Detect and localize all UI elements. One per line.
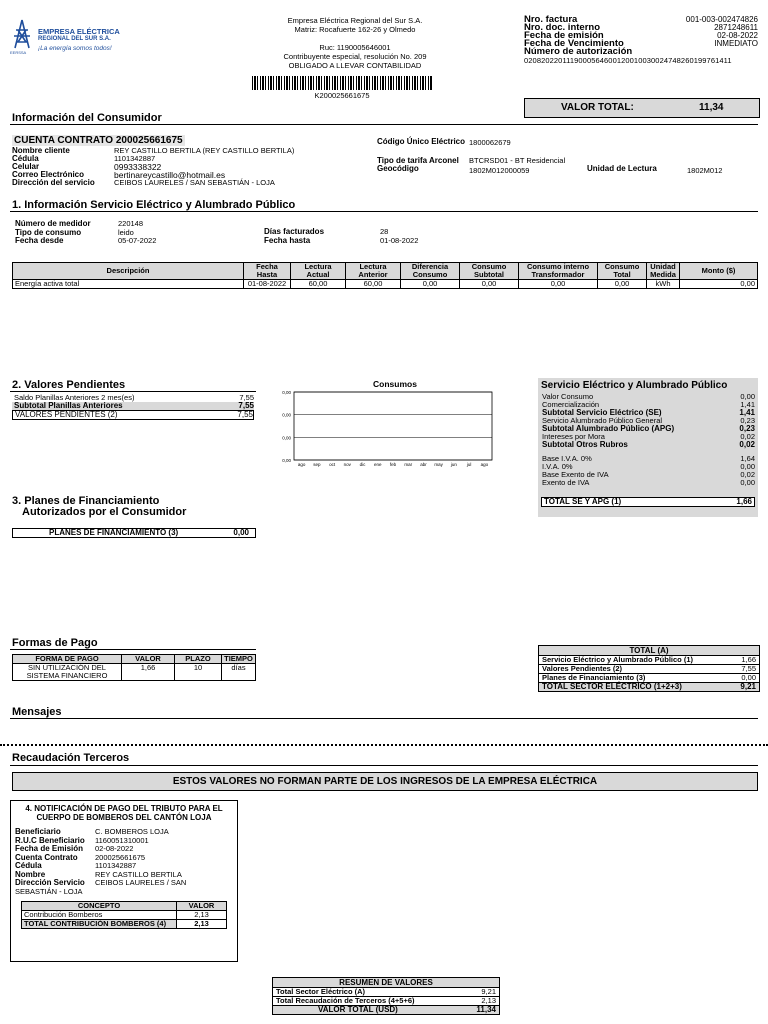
consumer-divider [10, 124, 758, 125]
ff-concept-value: 2,13 [177, 911, 227, 920]
phone-label: Celular [12, 162, 40, 171]
client-name: REY CASTILLO BERTILA (REY CASTILLO BERTILA) [114, 146, 295, 155]
service-panel-rows [538, 393, 758, 487]
summary-label: Total Sector Eléctrico (A) [276, 987, 366, 996]
consumption-table-header [13, 263, 758, 280]
panel-value: 0,02 [740, 470, 755, 479]
due-date: INMEDIATO [714, 39, 758, 48]
panel-label: Base I.V.A. 0% [542, 454, 592, 463]
cell-amount: 0,00 [680, 280, 758, 289]
ff-label: R.U.C Beneficiario [15, 835, 85, 845]
pending-subtotal: 7,55 [238, 401, 254, 410]
service-panel-title: Servicio Eléctrico y Alumbrado Público [541, 380, 728, 391]
chart-x-tick-label: jul [466, 462, 472, 467]
account-number: 200025661675 [115, 135, 183, 146]
pending-values [12, 394, 254, 420]
ff-label: Fecha de Emisión [15, 844, 84, 853]
company-accounting: OBLIGADO A LLEVAR CONTABILIDAD [288, 61, 422, 70]
col-difference: Diferencia Consumo [401, 263, 460, 280]
consumption-type-value: leido [118, 227, 134, 237]
cut-line [0, 744, 768, 746]
cell-current-reading: 60,00 [291, 280, 346, 289]
panel-value: 0,00 [740, 462, 755, 471]
payment-col-term: PLAZO [175, 655, 222, 664]
pending-subtotal-label: Subtotal Planillas Anteriores [14, 401, 123, 410]
company-ruc: Ruc: 1190005646001 [319, 43, 391, 52]
col-subtotal: Consumo Subtotal [460, 263, 519, 280]
ff-value: 1160051310001 [95, 835, 149, 845]
account-contract [12, 135, 185, 146]
total-box [524, 98, 760, 118]
chart-x-tick-label: feb [389, 462, 397, 467]
financing-row [12, 528, 256, 538]
financing-value: 0,00 [233, 528, 249, 537]
chart-x-tick-label: ago [480, 462, 489, 467]
panel-label: Subtotal Otros Rubros [542, 440, 628, 449]
total-a-value: 0,00 [741, 673, 756, 682]
cell-unit: kWh [647, 280, 680, 289]
firefighters-table [21, 901, 227, 929]
authorization-label: Número de autorización [524, 46, 633, 57]
cell-transformer: 0,00 [519, 280, 598, 289]
ff-label: Cuenta Contrato [15, 852, 78, 862]
service-fields [15, 220, 156, 246]
summary-value: 2,13 [481, 996, 496, 1005]
summary-value: 9,21 [481, 987, 496, 996]
account-label: CUENTA CONTRATO [14, 135, 114, 146]
geocode-label: Geocódigo [377, 164, 419, 173]
panel-value: 0,23 [740, 416, 755, 425]
summary-box [272, 977, 500, 1015]
total-a-value: 1,66 [741, 655, 756, 664]
cell-description: Energía activa total [13, 280, 244, 289]
address-label: Dirección del servicio [12, 178, 95, 187]
previous-balance: 7,55 [239, 393, 254, 402]
meter-value: 220148 [118, 219, 144, 228]
service-fields-2 [264, 228, 418, 245]
chart-x-tick-label: abr [420, 462, 427, 467]
panel-label: Subtotal Alumbrado Público (APG) [542, 424, 675, 433]
chart-y-tick-label: 0,00 [282, 412, 291, 418]
id-label: Cédula [12, 154, 39, 163]
financing-title-2: Autorizados por el Consumidor [22, 506, 187, 518]
summary-total-row [273, 1006, 499, 1014]
tower-logo-icon [10, 18, 34, 52]
chart-x-tick-label: ene [374, 462, 382, 467]
phone-value: 0993338322 [114, 162, 162, 172]
billed-days-label: Días facturados [264, 227, 325, 236]
panel-value: 0,00 [740, 392, 755, 401]
financing-title [12, 496, 186, 518]
payment-term: 10 [175, 664, 222, 681]
cell-date-to: 01-08-2022 [244, 280, 291, 289]
internal-doc-label: Nro. doc. interno [524, 22, 600, 33]
panel-value: 0,02 [739, 440, 755, 449]
ff-value: 1101342887 [95, 861, 137, 870]
panel-label: Valor Consumo [542, 392, 594, 401]
logo-line2: REGIONAL DEL SUR S.A. [38, 36, 111, 42]
col-transformer: Consumo interno Transformador [519, 263, 598, 280]
panel-label: Servicio Alumbrado Público General [542, 416, 663, 425]
chart-x-tick-label: oct [329, 462, 336, 467]
panel-label: Base Exento de IVA [542, 470, 609, 479]
financing-label: PLANES DE FINANCIAMIENTO (3) [49, 528, 179, 537]
logo-emblem: EERSSA [10, 50, 27, 55]
pending-total: 7,55 [237, 410, 253, 419]
payment-col-method: FORMA DE PAGO [13, 655, 122, 664]
payment-divider [10, 649, 256, 650]
ff-address-cont: SEBASTIÁN - LOJA [15, 886, 83, 896]
panel-label: Exento de IVA [542, 478, 590, 487]
due-date-label: Fecha de Vencimiento [524, 38, 624, 49]
financing-title-1: 3. Planes de Financiamiento [12, 495, 160, 507]
panel-label: Intereses por Mora [542, 432, 605, 441]
cell-difference: 0,00 [401, 280, 460, 289]
invoice-number: 001-003-002474826 [685, 15, 758, 24]
ff-value: CEIBOS LAURELES / SAN [95, 878, 187, 887]
ff-total-label: TOTAL CONTRIBUCIÓN BOMBEROS (4) [22, 920, 177, 929]
pending-divider [10, 391, 256, 392]
ff-col-value: VALOR [177, 902, 227, 911]
chart-x-tick-label: sep [313, 462, 321, 467]
total-a-label: Valores Pendientes (2) [542, 664, 623, 673]
total-a-total-label: TOTAL SECTOR ELÉCTRICO (1+2+3) [542, 682, 682, 691]
logo-line1: EMPRESA ELÉCTRICA [38, 27, 120, 36]
consumption-chart [276, 388, 496, 472]
panel-value: 1,64 [740, 454, 755, 463]
total-a-box [538, 645, 760, 692]
internal-doc: 2871248611 [714, 23, 758, 32]
third-party-divider [10, 765, 758, 766]
panel-value: 1,41 [739, 408, 755, 417]
messages-title: Mensajes [12, 706, 62, 718]
col-previous-reading: Lectura Anterior [346, 263, 401, 280]
date-to-label: Fecha hasta [264, 235, 311, 245]
service-divider [10, 211, 758, 212]
company-info [240, 16, 470, 70]
ff-value: REY CASTILLO BERTILA [95, 869, 182, 879]
total-value: 11,34 [699, 102, 724, 113]
client-name-label: Nombre cliente [12, 146, 70, 155]
summary-total-label: VALOR TOTAL (USD) [318, 1005, 398, 1014]
ff-label: Dirección Servicio [15, 878, 85, 887]
ff-label: Nombre [15, 869, 46, 879]
table-row [22, 920, 227, 929]
payment-value: 1,66 [122, 664, 175, 681]
logo-slogan: ¡La energía somos todos! [38, 45, 112, 52]
code-label: Código Único Eléctrico [377, 137, 466, 146]
barcode-text: K200025661675 [314, 91, 370, 100]
ff-label: Beneficiario [15, 827, 61, 836]
chart-y-tick-label: 0,00 [282, 458, 291, 463]
total-a-value: 7,55 [741, 664, 756, 673]
ff-value: 02-08-2022 [95, 844, 134, 853]
payment-table [12, 654, 256, 681]
chart-x-tick-label: mar [404, 462, 413, 467]
summary-label: Total Recaudación de Terceros (4+5+6) [276, 996, 415, 1005]
authorization-number: 0208202201119000564600120010030024748260199761411 [524, 56, 732, 65]
reading-unit-label: Unidad de Lectura [587, 164, 657, 173]
total-a-total-row [539, 683, 759, 691]
firefighters-box [10, 800, 238, 962]
consumption-type-label: Tipo de consumo [15, 227, 82, 237]
email-label: Correo Electrónico [12, 170, 85, 179]
third-party-title: Recaudación Terceros [12, 752, 130, 764]
panel-label: Comercialización [542, 400, 600, 409]
ff-label: Cédula [15, 861, 42, 870]
col-unit: Unidad Medida [647, 263, 680, 280]
summary-title: RESUMEN DE VALORES [273, 978, 499, 988]
ff-value: C. BOMBEROS LOJA [95, 827, 169, 836]
geocode-value: 1802M012000059 [469, 166, 530, 175]
payment-method: SIN UTILIZACIÓN DEL SISTEMA FINANCIERO [13, 664, 122, 681]
date-from-label: Fecha desde [15, 236, 64, 245]
company-name: Empresa Eléctrica Regional del Sur S.A. [287, 16, 423, 25]
consumer-title: Información del Consumidor [12, 112, 162, 124]
tariff-label: Tipo de tarifa Arconel [377, 156, 459, 165]
cell-previous-reading: 60,00 [346, 280, 401, 289]
total-a-label: Planes de Financiamiento (3) [542, 673, 646, 682]
panel-total: 1,66 [736, 497, 752, 506]
consumer-fields [12, 147, 294, 187]
chart-y-tick-label: 0,00 [282, 390, 291, 395]
billed-days-value: 28 [380, 227, 389, 236]
service-title: 1. Información Servicio Eléctrico y Alumbrado Público [12, 199, 296, 211]
chart-x-tick-label: may [434, 462, 443, 467]
barcode [252, 76, 432, 90]
chart-x-tick-label: ago [297, 462, 306, 467]
tariff-value: BTCRSD01 - BT Residencial [469, 156, 566, 165]
col-amount: Monto ($) [680, 263, 758, 280]
pending-title: 2. Valores Pendientes [12, 379, 126, 391]
payment-title: Formas de Pago [12, 637, 98, 649]
cell-total: 0,00 [598, 280, 647, 289]
cell-subtotal: 0,00 [460, 280, 519, 289]
payment-col-value: VALOR [122, 655, 175, 664]
issue-date-label: Fecha de emisión [524, 30, 604, 41]
chart-x-tick-label: jun [450, 462, 457, 467]
col-current-reading: Lectura Actual [291, 263, 346, 280]
chart-y-tick-label: 0,00 [282, 435, 291, 441]
company-logo [10, 16, 130, 56]
payment-col-time: TIEMPO [222, 655, 256, 664]
third-party-banner: ESTOS VALORES NO FORMAN PARTE DE LOS INGRESOS DE LA EMPRESA ELÉCTRICA [12, 772, 758, 791]
ff-concept: Contribución Bomberos [22, 911, 177, 920]
ff-value: 200025661675 [95, 852, 146, 862]
reading-unit-value: 1802M012 [687, 166, 723, 175]
date-from-value: 05-07-2022 [118, 236, 157, 245]
total-a-total: 9,21 [740, 682, 756, 691]
total-a-label: Servicio Eléctrico y Alumbrado Público (1) [542, 655, 694, 664]
table-row [13, 664, 256, 681]
total-label: VALOR TOTAL: [561, 102, 634, 113]
address-value: CEIBOS LAURELES / SAN SEBASTIÁN - LOJA [114, 178, 275, 187]
issue-date: 02-08-2022 [717, 31, 758, 40]
payment-time: días [222, 664, 256, 681]
summary-total: 11,34 [476, 1005, 496, 1014]
chart-x-tick-label: nov [343, 462, 351, 467]
panel-value: 0,02 [740, 432, 755, 441]
total-a-title: TOTAL (A) [539, 646, 759, 656]
col-description: Descripción [13, 263, 244, 280]
messages-divider [10, 718, 758, 719]
panel-value: 1,41 [740, 400, 755, 409]
panel-value: 0,00 [740, 478, 755, 487]
date-to-value: 01-08-2022 [380, 235, 419, 245]
invoice-number-label: Nro. factura [524, 14, 578, 25]
service-panel [538, 378, 758, 517]
panel-total-label: TOTAL SE Y APG (1) [544, 497, 622, 506]
chart-frame [294, 392, 492, 460]
chart-title: Consumos [373, 379, 417, 389]
table-row [13, 280, 758, 289]
panel-value: 0,23 [739, 424, 755, 433]
ff-total: 2,13 [177, 920, 227, 929]
col-total: Consumo Total [598, 263, 647, 280]
meter-label: Número de medidor [15, 219, 91, 228]
panel-label: I.V.A. 0% [542, 462, 573, 471]
firefighters-title: 4. NOTIFICACIÓN DE PAGO DEL TRIBUTO PARA EL CUERPO DE BOMBEROS DEL CANTÓN LOJA [25, 804, 223, 822]
ff-col-concept: CONCEPTO [22, 902, 177, 911]
code-value: 1800062679 [469, 138, 511, 147]
panel-label: Subtotal Servicio Eléctrico (SE) [542, 408, 662, 417]
consumption-table [12, 262, 758, 289]
previous-balance-label: Saldo Planillas Anteriores 2 mes(es) [14, 393, 135, 402]
id-value: 1101342887 [114, 154, 156, 163]
chart-x-tick-label: dic [359, 462, 366, 467]
invoice-info [524, 16, 758, 65]
company-address: Matriz: Rocafuerte 162-26 y Olmedo [294, 25, 416, 34]
service-panel-total [541, 497, 755, 507]
company-taxpayer: Contribuyente especial, resolución No. 209 [283, 52, 427, 61]
pending-total-label: VALORES PENDIENTES (2) [15, 410, 118, 419]
email-value: bertinareycastillo@hotmail.es [114, 170, 226, 180]
col-date-to: Fecha Hasta [244, 263, 291, 280]
firefighters-fields [11, 822, 237, 896]
